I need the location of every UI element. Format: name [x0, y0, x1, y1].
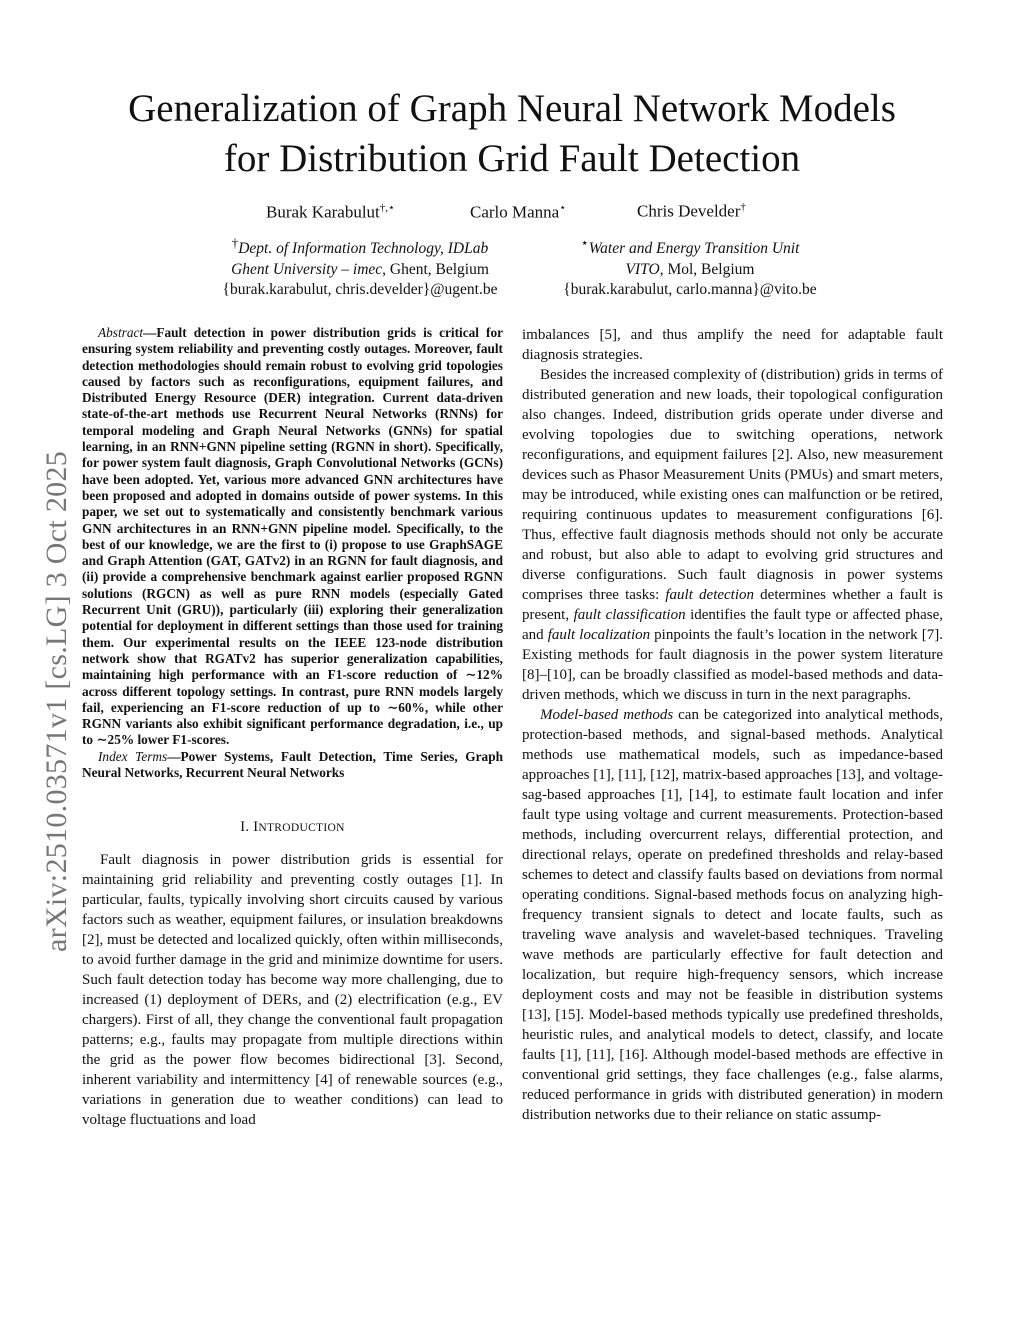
- abstract-text: Fault detection in power distribution grids is critical for ensuring system reliability and preventing costly outages. Moreover, fault detection methodologies should remain robust to evolving grid topologies caused by factors such as reconfigurations, equipment failures, and Distributed Energy Resource (DER) integration. Current data-driven state-of-the-art methods use Recurrent Neural Networks (RNNs) for temporal modeling and Graph Neural Networks (GNNs) for spatial learning, in an RNN+GNN pipeline setting (RGNN in short). Specifically, for power system fault diagnosis, Graph Convolutional Networks (GCNs) have been adopted. Yet, various more advanced GNN architectures have been proposed and adopted in domains outside of power systems. In this paper, we set out to systematically and consistently benchmark various GNN architectures in an RNN+GNN pipeline model. Specifically, to the best of our knowledge, we are the first to (i) propose to use GraphSAGE and Graph Attention (GAT, GATv2) in an RGNN for fault diagnosis, and (ii) provide a comprehensive benchmark against earlier proposed RGNN solutions (RGCN) as well as pure RNN models (especially Gated Recurrent Unit (GRU)), particularly (iii) exploring their generalization potential for deployment in different settings than those used for training them. Our experimental results on the IEEE 123-node distribution network show that RGATv2 has superior generalization capabilities, maintaining high performance with an F1-score reduction of ∼12% across different topology settings. In contrast, pure RNN models largely fail, experiencing an F1-score reduction of up to ∼60%, while other RGNN variants also exhibit significant performance degradation, i.e., up to ∼25% lower F1-scores.: [82, 325, 503, 748]
- index-terms-label: Index Terms: [98, 748, 168, 764]
- affiliation-mark: †: [231, 235, 239, 250]
- affiliation-mark: ⋆: [580, 235, 589, 250]
- term-fault-localization: fault localization: [547, 627, 651, 643]
- paper-title: [80, 84, 944, 184]
- abstract-label: Abstract: [98, 325, 144, 340]
- affiliation-org: VITO: [625, 260, 660, 278]
- index-terms-dash: —: [167, 748, 181, 764]
- right-column: [522, 325, 943, 1125]
- intro-paragraph-1: Fault diagnosis in power distribution grids is essential for maintaining grid reliability and preventing costly outages [1]. In particular, faults, typically involving short circuits caused by various factors such as weather, equipment failures, or insulation breakdowns [2], must be detected and localized quickly, often within milliseconds, to avoid further damage in the grid and minimize downtime for users. Such fault detection today has become way more challenging, due to increased (1) deployment of DERs, and (2) electrification (e.g., EV chargers). First of all, they change the conventional fault propagation patterns; e.g., faults may propagate from multiple directions within the grid as the power flow becomes bidirectional [3]. Second, inherent variability and intermittency [4] of renewable sources (e.g., variations in generation due to weather conditions) can lead to voltage fluctuations and load: [82, 852, 503, 1129]
- abstract-dash: —: [143, 325, 157, 340]
- affiliation-email: {burak.karabulut, chris.develder}@ugent.be: [222, 281, 498, 299]
- title-line-2: for Distribution Grid Fault Detection: [223, 137, 801, 180]
- author-2: [470, 201, 566, 223]
- term-fault-detection: fault detection: [665, 587, 755, 603]
- author-3: [637, 201, 746, 222]
- affiliation-city: , Mol, Belgium: [659, 260, 755, 278]
- left-column: [82, 325, 503, 1130]
- author-name: Carlo Manna: [470, 202, 560, 222]
- arxiv-identifier: arXiv:2510.03571v1 [cs.LG] 3 Oct 2025: [40, 450, 73, 952]
- index-terms-text: Power Systems, Fault Detection, Time Series, Graph Neural Networks, Recurrent Neural Networks: [82, 748, 503, 781]
- intro-paragraph-3: [522, 705, 943, 1125]
- text-run: can be categorized into analytical methods, protection-based methods, and signal-based methods. Analytical methods use mathematical models, such as impedance-based approaches [1], [11], [12], matrix-based approaches [13], and voltage-sag-based approaches [1], [14], to estimate fault location and infer fault type using voltage and current measurements. Protection-based methods, including overcurrent relays, differential protection, and directional relays, operate on predefined thresholds and relay-based schemes to detect and classify faults based on deviations from normal operating conditions. Signal-based methods focus on analyzing high-frequency transient signals to detect and locate faults, such as traveling wave analysis and wavelet-based techniques. Traveling wave methods are particularly effective for fault detection and localization, but require high-frequency sensors, which increase deployment costs and may not be feasible in distribution systems [13], [15]. Model-based methods typically use predefined thresholds, heuristic rules, and analytical models to detect, classify, and locate faults [1], [11], [16]. Although model-based methods are effective in conventional grid settings, they face challenges (e.g., false alarms, reduced performance in grids with distributed generation) in modern distribution networks due to their reliance on static assump-: [522, 707, 943, 1123]
- intro-paragraph-continued: imbalances [5], and thus amplify the need for adaptable fault diagnosis strategies.: [522, 327, 943, 363]
- text-run: pinpoints the fault’s location in the network [7]. Existing methods for fault diagnosis in the power system literature [8]–[10], can be broadly classified as model-based methods and data-driven methods, which we discuss in turn in the next paragraphs.: [522, 627, 943, 703]
- author-marks: †,⋆: [379, 202, 395, 214]
- affiliation-univ: Ghent University – imec: [231, 260, 383, 278]
- intro-paragraph-2: [522, 365, 943, 705]
- abstract-paragraph: [82, 325, 503, 749]
- index-terms: [82, 749, 503, 782]
- affiliation-ugent: [190, 233, 530, 301]
- text-run: determines whether a fault is present,: [522, 587, 943, 623]
- affiliation-vito: [530, 233, 850, 301]
- section-heading-introduction: [82, 819, 503, 836]
- author-marks: †: [740, 201, 746, 213]
- term-model-based-methods: Model-based methods: [540, 707, 674, 723]
- title-line-1: Generalization of Graph Neural Network Models: [128, 87, 896, 130]
- section-number: I.: [240, 819, 254, 836]
- term-fault-classification: fault classification: [573, 607, 686, 623]
- author-name: Burak Karabulut: [266, 202, 380, 222]
- text-run: Besides the increased complexity of (distribution) grids in terms of distributed generation and new loads, their topological configuration also changes. Indeed, distribution grids operate under diverse and evolving topologies due to switching operations, network reconfigurations, and equipment failures [2]. Also, new measurement devices such as Phasor Measurement Units (PMUs) and smart meters, may be introduced, while existing ones can malfunction or be retired, requiring continuous updates to measurement configurations [6]. Thus, effective fault diagnosis methods should not only be accurate and robust, but also able to adapt to evolving grid structures and diverse configurations. Such fault diagnosis in power systems comprises three tasks:: [522, 367, 943, 603]
- affiliation-dept: Dept. of Information Technology, IDLab: [238, 240, 489, 258]
- abstract: [82, 325, 503, 781]
- author-1: [266, 201, 395, 223]
- author-name: Chris Develder: [637, 201, 741, 221]
- section-title-rest: NTRODUCTION: [258, 822, 345, 835]
- affiliation-email: {burak.karabulut, carlo.manna}@vito.be: [563, 281, 817, 299]
- text-run: identifies the fault type or affected phase, and: [522, 607, 944, 643]
- author-marks: ⋆: [559, 202, 567, 214]
- author-list: [0, 201, 1024, 227]
- section-title-initial: I: [253, 819, 259, 836]
- affiliation-city: , Ghent, Belgium: [382, 260, 489, 278]
- affiliation-unit: Water and Energy Transition Unit: [588, 240, 800, 258]
